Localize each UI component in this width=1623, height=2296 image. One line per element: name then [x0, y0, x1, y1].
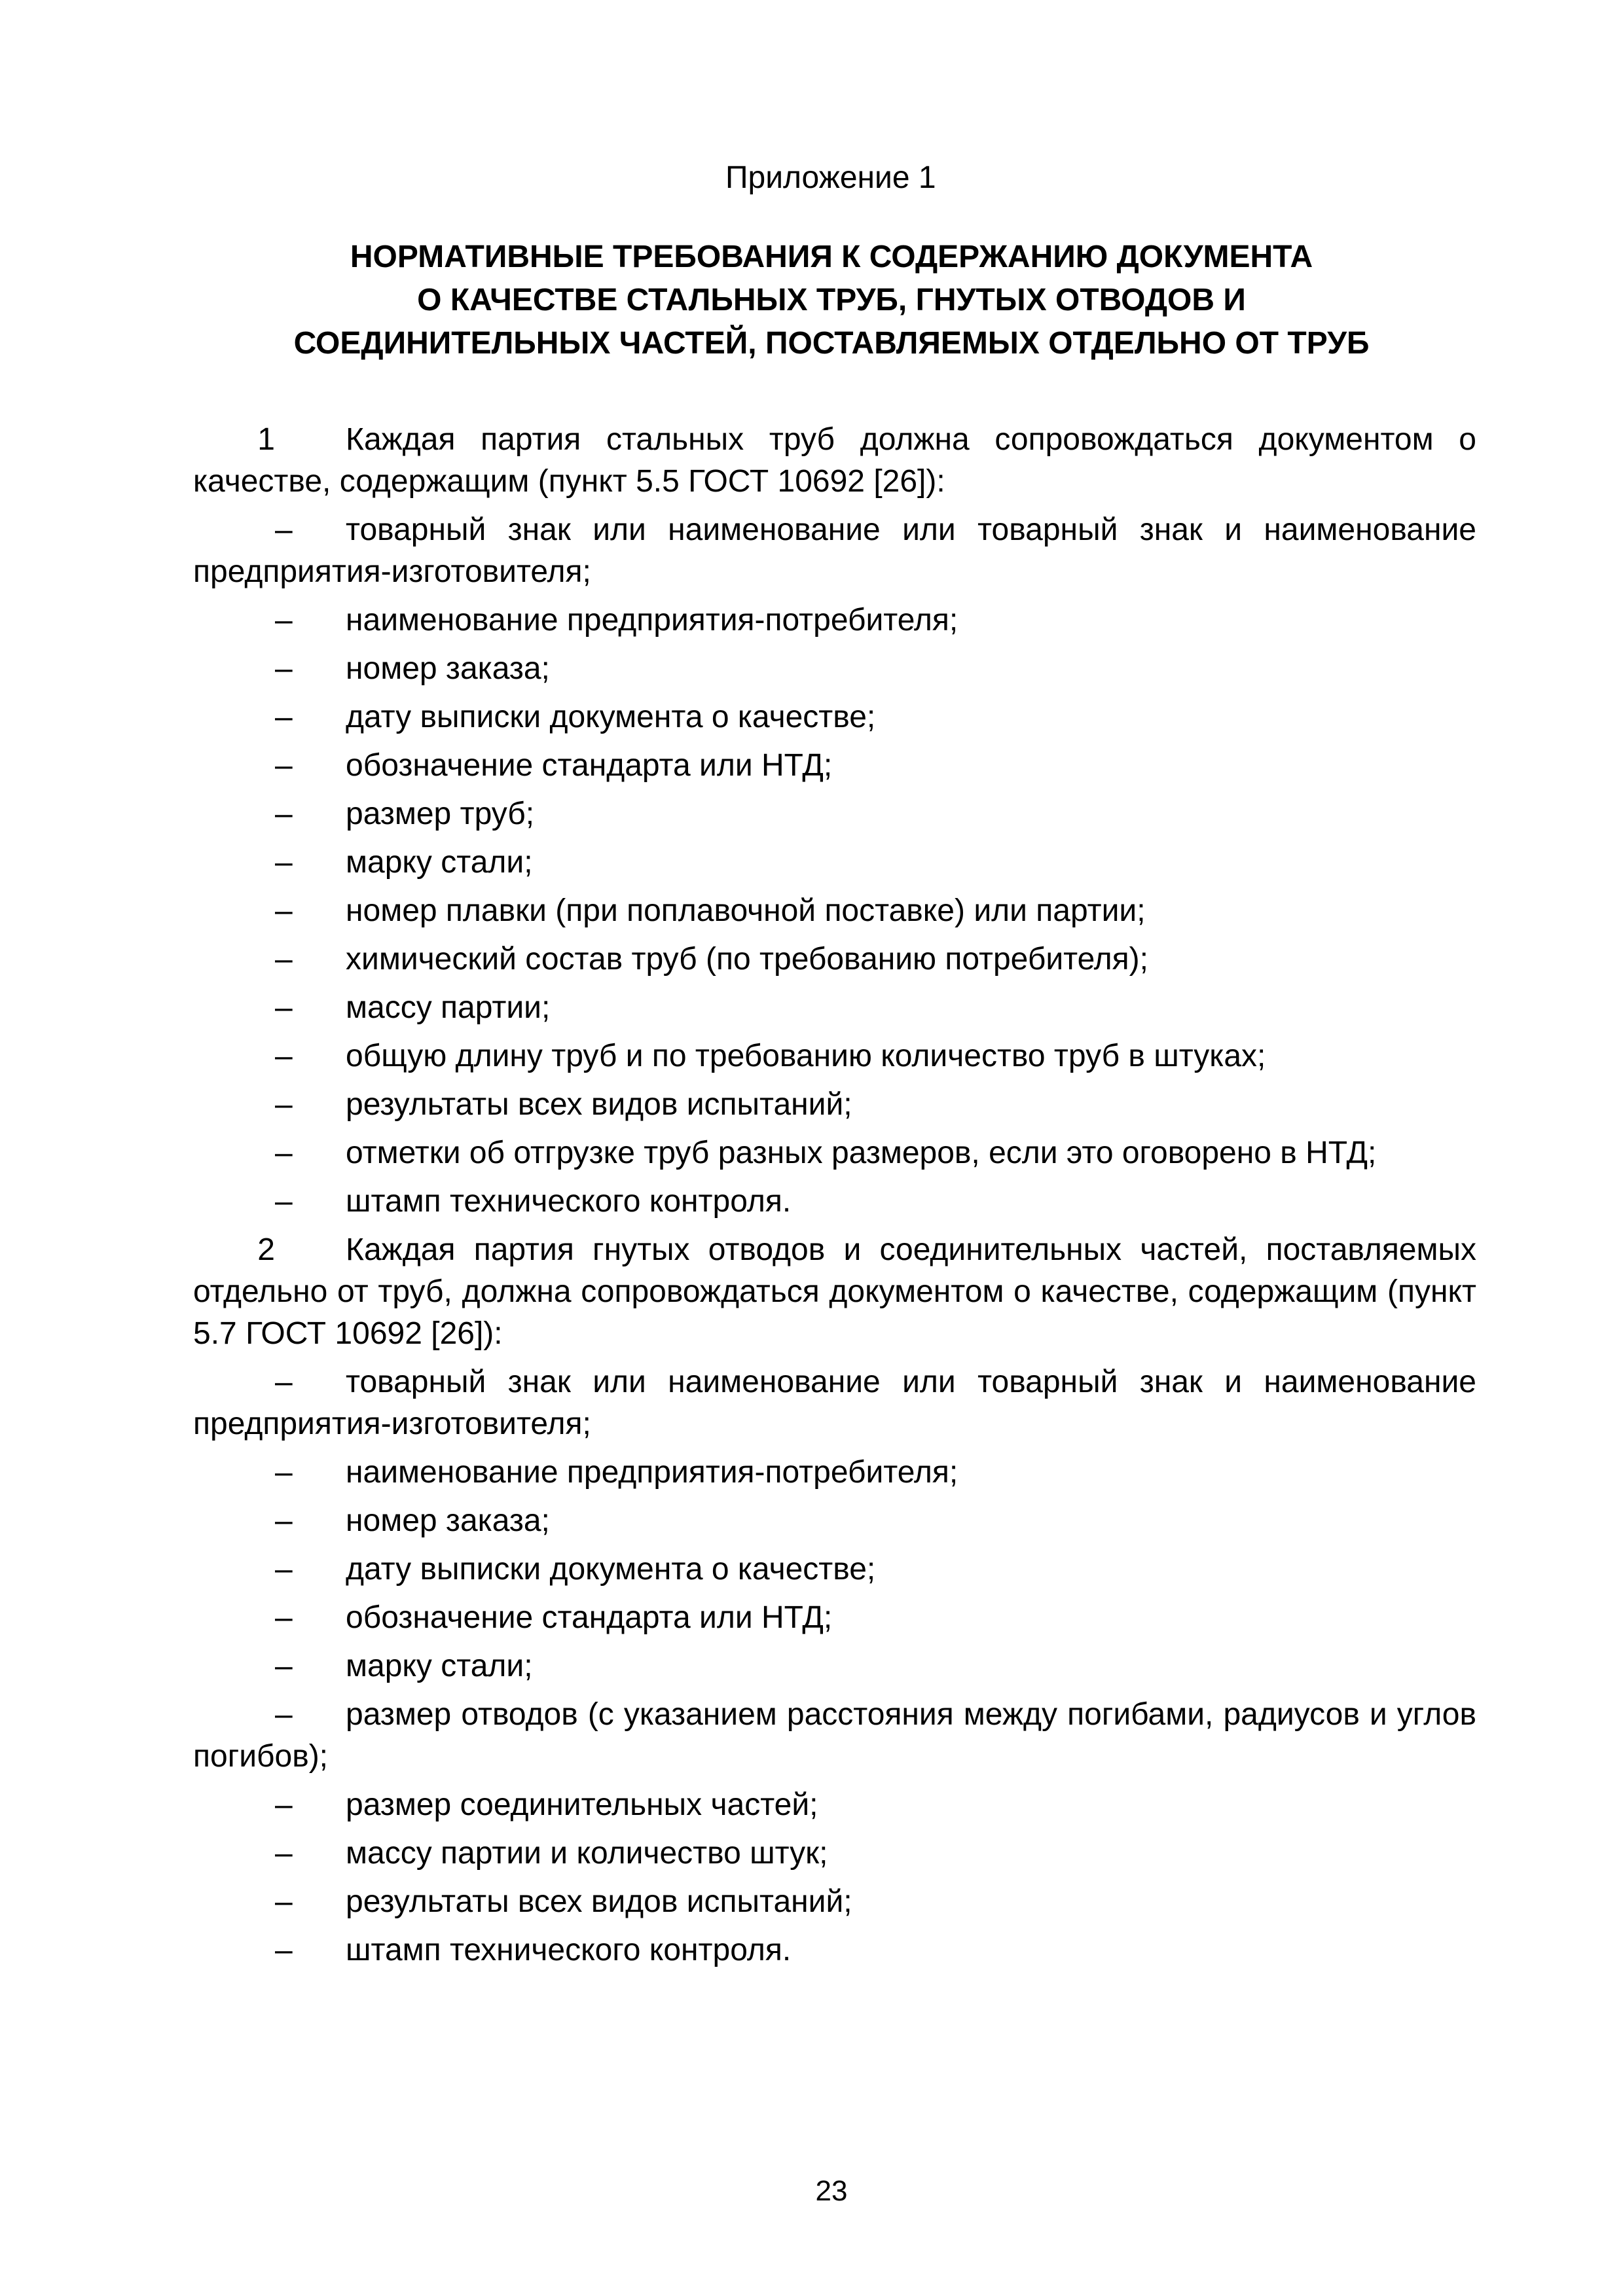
document-body [193, 419, 1476, 1978]
list-item [193, 987, 1476, 1029]
list-item [193, 890, 1476, 932]
dash-marker: – [275, 603, 293, 637]
list-item [193, 1035, 1476, 1077]
list-item-text: результаты всех видов испытаний; [346, 1087, 852, 1122]
dash-marker: – [275, 893, 293, 928]
dash-marker: – [275, 1087, 293, 1122]
dash-marker: – [275, 1365, 293, 1399]
list-item-text: товарный знак или наименование или товарный знак и наименование предприятия-изготовителя; [193, 1365, 1476, 1441]
list-item-text: обозначение стандарта или НТД; [346, 1600, 833, 1635]
list-item-text: номер заказа; [346, 1503, 550, 1538]
list-item [193, 842, 1476, 884]
list-item [193, 1181, 1476, 1223]
dash-marker: – [275, 1697, 293, 1732]
section-number: 2 [257, 1232, 275, 1267]
list-item-text: химический состав труб (по требованию потребителя); [346, 942, 1148, 977]
heading-line: НОРМАТИВНЫЕ ТРЕБОВАНИЯ К СОДЕРЖАНИЮ ДОКУМЕНТА [350, 240, 1313, 274]
list-item [193, 1881, 1476, 1923]
dash-marker: – [275, 942, 293, 977]
list-item-text: марку стали; [346, 1649, 533, 1683]
dash-marker: – [275, 512, 293, 547]
list-item [193, 696, 1476, 738]
list-item [193, 600, 1476, 641]
dash-marker: – [275, 1836, 293, 1871]
list-item-text: штамп технического контроля. [346, 1933, 792, 1967]
section-text: Каждая партия стальных труб должна сопровождаться документом о качестве, содержащим (пункт 5.5 ГОСТ 10692 [26]): [193, 422, 1476, 499]
list-item [193, 745, 1476, 787]
list-item [193, 509, 1476, 593]
dash-marker: – [275, 1503, 293, 1538]
list-item-text: дату выписки документа о качестве; [346, 1552, 876, 1587]
dash-marker: – [275, 1649, 293, 1683]
dash-marker: – [275, 1884, 293, 1919]
list-item [193, 1694, 1476, 1778]
section-text: Каждая партия гнутых отводов и соединительных частей, поставляемых отдельно от труб, должна сопровождаться документом о качестве, содержащим (пункт 5.7 ГОСТ 10692 [26]): [193, 1232, 1476, 1351]
list-item-text: штамп технического контроля. [346, 1184, 792, 1219]
dash-marker: – [275, 1787, 293, 1822]
list-item-text: отметки об отгрузке труб разных размеров, если это оговорено в НТД; [346, 1136, 1377, 1170]
list-item [193, 1132, 1476, 1174]
dash-marker: – [275, 1136, 293, 1170]
list-item [193, 1645, 1476, 1687]
dash-marker: – [275, 797, 293, 831]
list-item-text: массу партии и количество штук; [346, 1836, 828, 1871]
list-item [193, 648, 1476, 690]
list-item [193, 1597, 1476, 1639]
list-item-text: товарный знак или наименование или товарный знак и наименование предприятия-изготовителя; [193, 512, 1476, 589]
list-item [193, 1452, 1476, 1494]
list-item-text: номер плавки (при поплавочной поставке) или партии; [346, 893, 1146, 928]
list-item [193, 1929, 1476, 1971]
list-item-text: размер труб; [346, 797, 535, 831]
dash-marker: – [275, 1184, 293, 1219]
list-item [193, 939, 1476, 980]
list-item [193, 1833, 1476, 1874]
list-item-text: размер отводов (с указанием расстояния между погибами, радиусов и углов погибов); [193, 1697, 1476, 1774]
list-item-text: наименование предприятия-потребителя; [346, 1455, 958, 1490]
list-item-text: размер соединительных частей; [346, 1787, 818, 1822]
section-1-intro [193, 419, 1476, 503]
dash-marker: – [275, 748, 293, 783]
dash-marker: – [275, 700, 293, 734]
section-number: 1 [257, 422, 275, 457]
list-item-text: массу партии; [346, 990, 551, 1025]
page-number: 23 [815, 2175, 848, 2207]
list-item-text: марку стали; [346, 845, 533, 880]
list-item [193, 1361, 1476, 1445]
dash-marker: – [275, 1552, 293, 1587]
list-item-text: обозначение стандарта или НТД; [346, 748, 833, 783]
list-item [193, 1500, 1476, 1542]
list-item [193, 793, 1476, 835]
dash-marker: – [275, 990, 293, 1025]
appendix-label: Приложение 1 [725, 160, 936, 195]
list-item [193, 1784, 1476, 1826]
dash-marker: – [275, 1039, 293, 1073]
list-item [193, 1084, 1476, 1126]
list-item [193, 1549, 1476, 1590]
document-heading [196, 236, 1467, 365]
section-2-intro [193, 1229, 1476, 1355]
list-item-text: результаты всех видов испытаний; [346, 1884, 852, 1919]
dash-marker: – [275, 1455, 293, 1490]
heading-line: СОЕДИНИТЕЛЬНЫХ ЧАСТЕЙ, ПОСТАВЛЯЕМЫХ ОТДЕЛЬНО ОТ ТРУБ [293, 326, 1370, 361]
list-item-text: наименование предприятия-потребителя; [346, 603, 958, 637]
list-item-text: общую длину труб и по требованию количество труб в штуках; [346, 1039, 1266, 1073]
dash-marker: – [275, 1933, 293, 1967]
dash-marker: – [275, 845, 293, 880]
dash-marker: – [275, 651, 293, 686]
list-item-text: номер заказа; [346, 651, 550, 686]
list-item-text: дату выписки документа о качестве; [346, 700, 876, 734]
heading-line: О КАЧЕСТВЕ СТАЛЬНЫХ ТРУБ, ГНУТЫХ ОТВОДОВ И [417, 283, 1246, 317]
dash-marker: – [275, 1600, 293, 1635]
